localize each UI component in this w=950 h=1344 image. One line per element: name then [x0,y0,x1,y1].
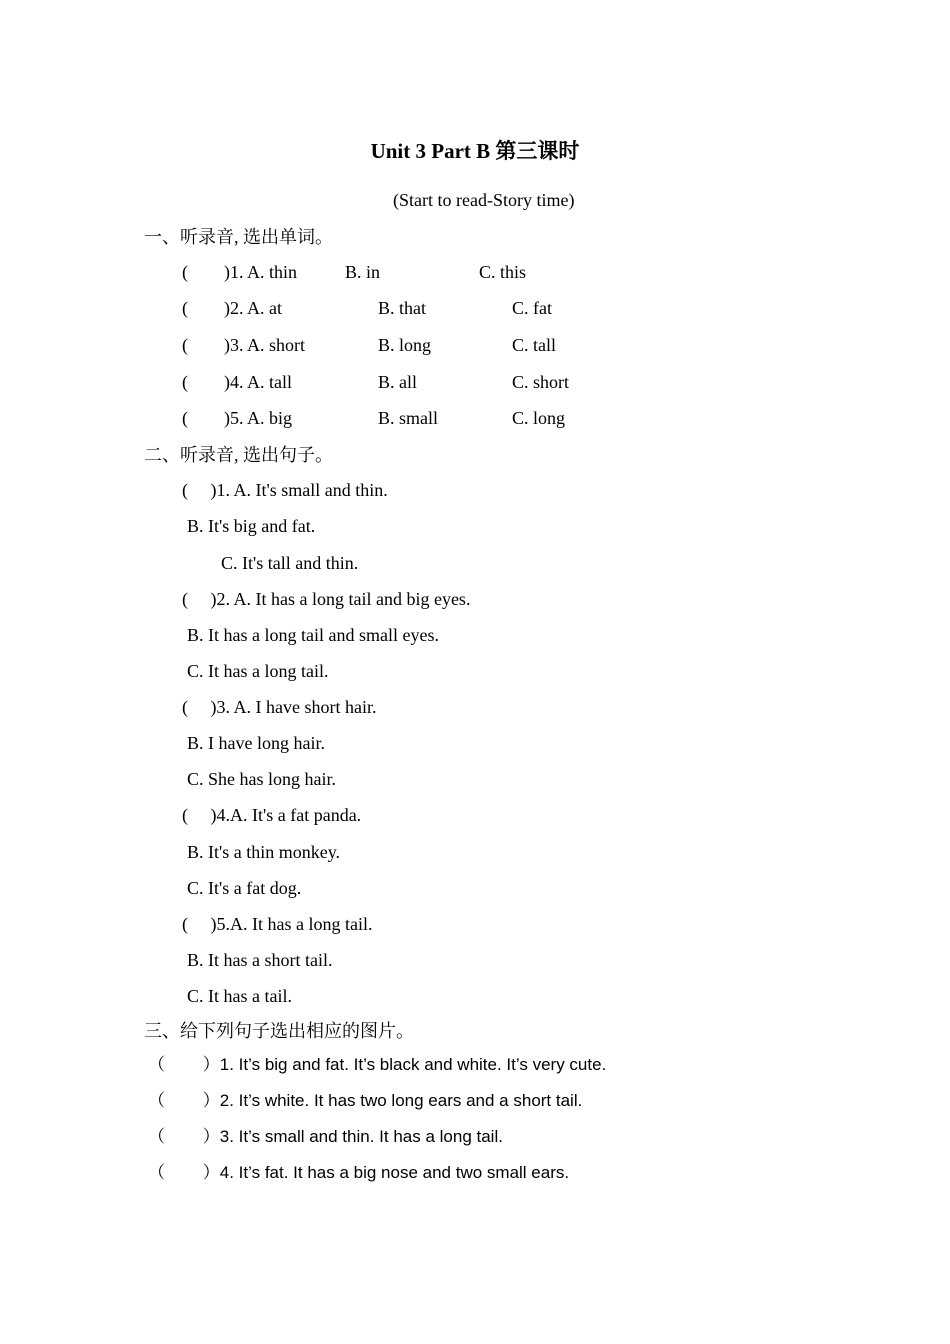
question-line: ( )2. A. It has a long tail and big eyes. [182,589,471,609]
option-line: B. It's big and fat. [187,516,316,536]
question-line: ( )3. A. I have short hair. [182,697,377,717]
section3-heading: 三、给下列句子选出相应的图片。 [144,1021,414,1041]
option-line: C. She has long hair. [187,769,336,789]
option-line: B. I have long hair. [187,733,325,753]
option-c: C. fat [512,298,552,318]
item-prefix: ( )2. A. at [182,298,282,318]
option-line: B. It's a thin monkey. [187,842,341,862]
option-b: B. that [378,298,426,318]
option-b: B. small [378,408,439,428]
item-prefix: ( )4. A. tall [182,372,292,392]
option-line: C. It has a long tail. [187,661,329,681]
option-line: B. It has a long tail and small eyes. [187,625,439,645]
question-line: （ ）3. It’s small and thin. It has a long tail. [148,1127,503,1146]
option-b: B. all [378,372,417,392]
option-b: B. long [378,335,432,355]
option-c: C. tall [512,335,556,355]
page-title: Unit 3 Part B 第三课时 [370,139,580,163]
option-line: C. It's tall and thin. [221,553,359,573]
item-prefix: ( )1. A. thin [182,262,297,282]
option-b: B. in [345,262,381,282]
item-prefix: ( )5. A. big [182,408,292,428]
question-line: （ ）2. It’s white. It has two long ears and a short tail. [148,1091,583,1110]
question-line: ( )1. A. It's small and thin. [182,480,388,500]
section2-heading: 二、听录音, 选出句子。 [144,445,333,465]
option-c: C. this [479,262,527,282]
question-line: （ ）1. It’s big and fat. It’s black and white. It’s very cute. [148,1055,607,1074]
option-c: C. short [512,372,570,392]
option-line: C. It has a tail. [187,986,292,1006]
question-line: ( )4.A. It's a fat panda. [182,805,362,825]
question-line: ( )5.A. It has a long tail. [182,914,373,934]
option-line: B. It has a short tail. [187,950,333,970]
option-c: C. long [512,408,566,428]
page-subtitle: (Start to read-Story time) [393,190,575,210]
question-line: （ ）4. It’s fat. It has a big nose and two small ears. [148,1163,570,1182]
option-line: C. It's a fat dog. [187,878,302,898]
item-prefix: ( )3. A. short [182,335,305,355]
section1-heading: 一、听录音, 选出单词。 [144,227,333,247]
